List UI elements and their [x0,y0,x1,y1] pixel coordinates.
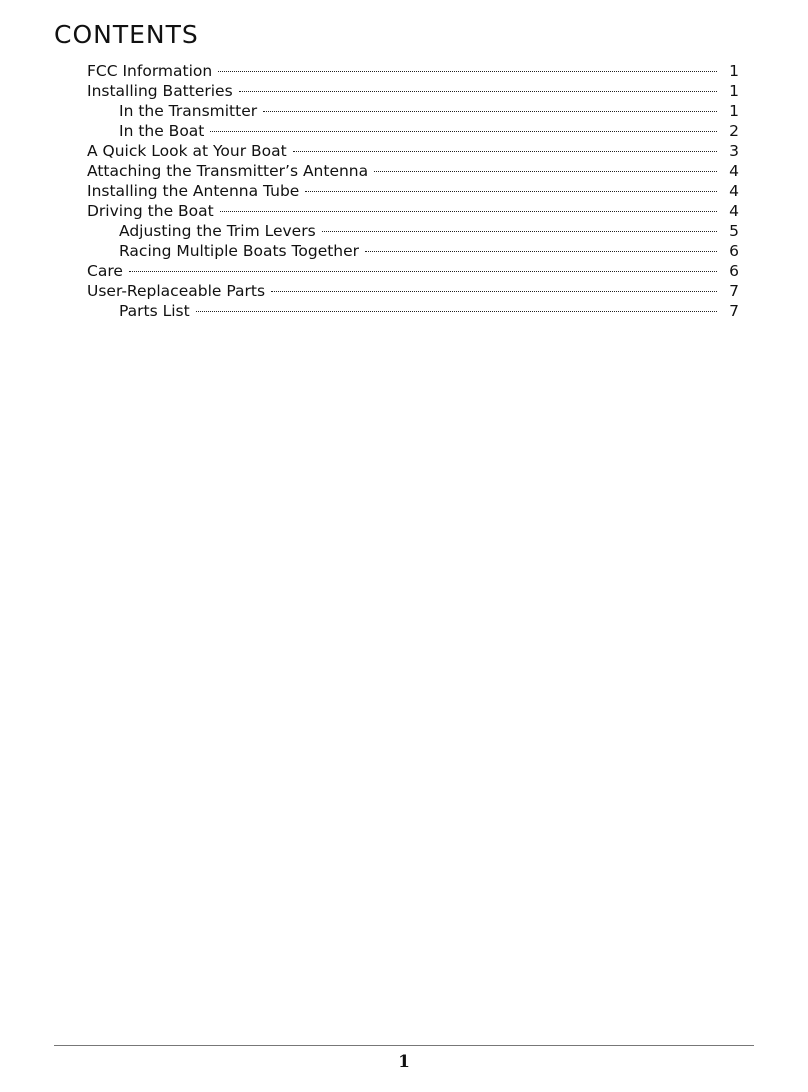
toc-entry-label: Care [87,262,123,280]
toc-entry-label: In the Boat [119,122,205,140]
toc-entry-page: 3 [729,142,739,160]
toc-entry[interactable] [87,201,739,221]
toc-entry[interactable] [87,261,739,281]
toc-entry[interactable] [87,241,739,261]
dot-leader [210,131,717,132]
toc-entry[interactable] [87,121,739,141]
toc-entry-page: 6 [729,262,739,280]
toc-entry-page: 1 [729,62,739,80]
dot-leader [220,211,717,212]
dot-leader [374,171,717,172]
dot-leader [322,231,717,232]
toc-entry[interactable] [87,181,739,201]
dot-leader [239,91,717,92]
toc-entry-label: Driving the Boat [87,202,214,220]
footer-divider [54,1045,754,1046]
toc-entry[interactable] [87,161,739,181]
dot-leader [305,191,717,192]
toc-entry-page: 4 [729,162,739,180]
toc-entry-label: In the Transmitter [119,102,258,120]
toc-entry[interactable] [87,221,739,241]
toc-entry-label: Parts List [119,302,190,320]
toc-entry[interactable] [87,301,739,321]
toc-entry-page: 7 [729,282,739,300]
toc-entry-page: 4 [729,182,739,200]
toc-entry[interactable] [87,281,739,301]
toc-entry-label: FCC Information [87,62,213,80]
toc-entry-label: Installing the Antenna Tube [87,182,300,200]
toc-entry-page: 4 [729,202,739,220]
table-of-contents [87,61,739,321]
dot-leader [218,71,717,72]
dot-leader [365,251,717,252]
dot-leader [129,271,717,272]
toc-entry[interactable] [87,141,739,161]
page-number: 1 [398,1052,410,1072]
dot-leader [263,111,717,112]
toc-entry-page: 1 [729,102,739,120]
toc-entry-page: 2 [729,122,739,140]
toc-entry[interactable] [87,101,739,121]
page-title: CONTENTS [54,20,199,49]
toc-entry-label: Installing Batteries [87,82,233,100]
toc-entry-page: 5 [729,222,739,240]
toc-entry-label: Racing Multiple Boats Together [119,242,360,260]
toc-entry[interactable] [87,61,739,81]
toc-entry-label: Attaching the Transmitter’s Antenna [87,162,369,180]
toc-entry-label: User-Replaceable Parts [87,282,266,300]
dot-leader [196,311,717,312]
toc-entry-page: 6 [729,242,739,260]
toc-entry[interactable] [87,81,739,101]
toc-entry-label: Adjusting the Trim Levers [119,222,316,240]
toc-entry-page: 7 [729,302,739,320]
dot-leader [293,151,717,152]
dot-leader [271,291,717,292]
toc-entry-page: 1 [729,82,739,100]
toc-entry-label: A Quick Look at Your Boat [87,142,287,160]
